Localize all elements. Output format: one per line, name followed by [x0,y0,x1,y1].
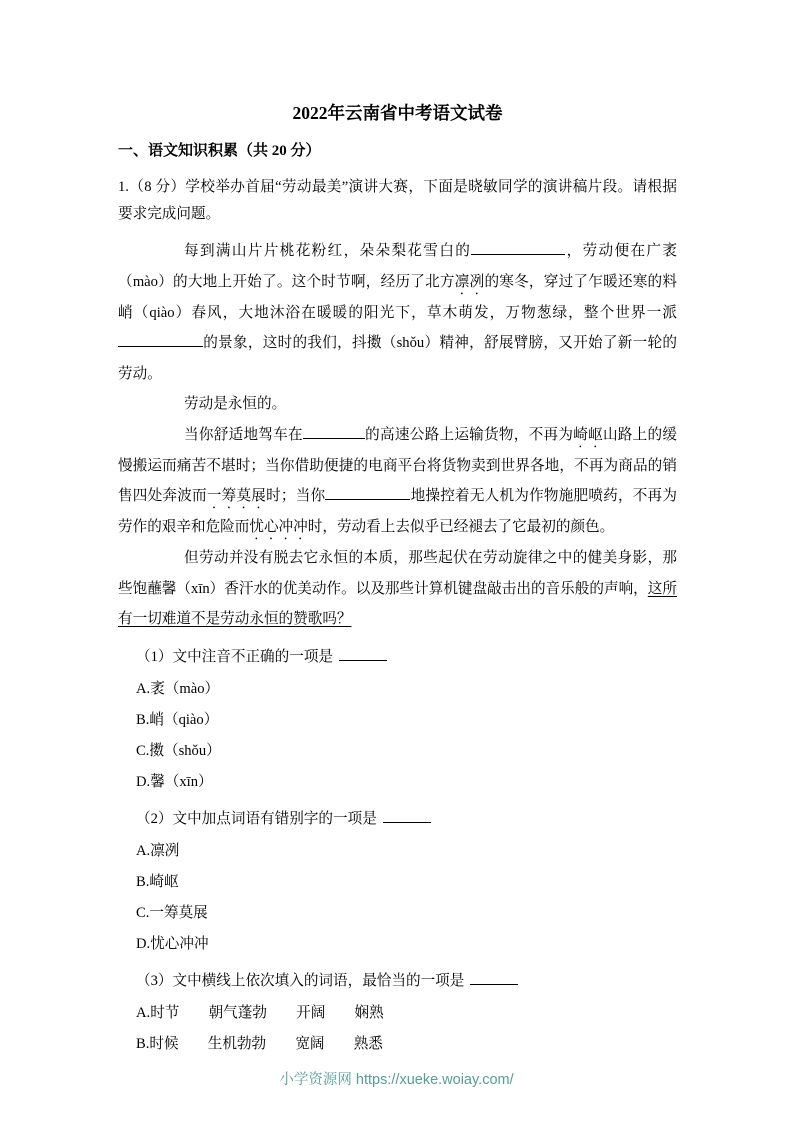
text-run: （2）文中加点词语有错别字的一项是 [136,810,377,827]
sub-question-2-stem [118,804,677,834]
emphasized-word: 凛冽 [454,273,485,290]
passage-paragraph-1 [118,236,677,389]
answer-blank [383,809,431,823]
emphasized-word: 忧心冲冲 [249,519,308,535]
passage-paragraph-2: 劳动是永恒的。 [184,396,287,412]
blank-line [471,241,565,255]
blank-line [303,425,365,439]
text-run: （3）文中横线上依次填入的词语，最恰当的一项是 [136,972,465,989]
sub-question-2-option-a: A.凛冽 [136,842,180,859]
sub-question-1-option-a: A.袤（mào） [136,680,220,697]
footer-site-name: 小学资源网 [279,1072,352,1088]
text-run: 地操控着无人机为作物施肥喷药，不再为劳作的艰辛和危险而 [118,488,677,535]
text-run: 山路上的缓慢搬运而痛苦不堪时；当你借助便捷的电商平台将货物卖到世界各地，不再为商品的销售四处奔波而 [118,426,677,504]
page-title: 2022年云南省中考语文试卷 [292,103,503,123]
sub-question-1-option-c: C.擞（shǒu） [136,742,221,759]
text-run: 的景象，这时的我们，抖擞（shǒu）精神，舒展臂膀，又开始了新一轮的劳动。 [118,335,677,382]
blank-line [325,486,410,500]
text-run: ，劳动便在广袤（mào）的大地上开始了。这个时节啊，经历了北方 [118,243,677,290]
emphasized-word: 一筹莫展 [206,488,267,504]
answer-blank [470,971,518,985]
sub-question-1-option-b: B.峭（qiào） [136,711,219,728]
question-1-intro: 1.（8 分）学校举办首届“劳动最美”演讲大赛，下面是晓敏同学的演讲稿片段。请根据要求完成问题。 [118,179,677,222]
footer-url-link[interactable]: https://xueke.woiay.com/ [355,1072,514,1088]
text-run: 当你舒适地驾车在 [184,426,303,443]
sub-question-1-option-d: D.馨（xīn） [136,773,213,790]
sub-question-2-option-d: D.忧心冲冲 [136,935,209,952]
sub-question-2-option-b: B.崎岖 [136,873,179,890]
sub-question-3-option-b: B.时候 生机勃勃 宽阔 熟悉 [136,1035,383,1052]
sub-question-3-option-a: A.时节 朝气蓬勃 开阔 娴熟 [136,1004,384,1021]
text-run: （1）文中注音不正确的一项是 [136,648,334,665]
sub-question-3-stem [118,966,677,996]
text-run: 时；当你 [266,488,326,504]
text-run: 时，劳动看上去似乎已经褪去了它最初的颜色。 [307,519,615,535]
sub-question-1-stem [118,642,677,672]
text-run: 每到满山片片桃花粉红，朵朵梨花雪白的 [184,243,472,259]
section-heading: 一、语文知识积累（共 20 分） [118,143,321,159]
answer-blank [339,647,387,661]
page-footer [0,1068,793,1089]
passage-paragraph-4 [118,543,677,635]
underlined-sentence: 这所有一切难道不是劳动永恒的赞歌吗？ [118,580,677,627]
text-run: 但劳动并没有脱去它永恒的本质，那些起伏在劳动旋律之中的健美身影，那些饱蘸馨（xīn）香汗水的优美动作。以及那些计算机键盘敲击出的音乐般的声响， [118,550,677,597]
text-run: 的高速公路上运输货物，不再为 [364,426,574,443]
blank-line [118,333,203,347]
text-run: 的寒冬，穿过了乍暖还寒的料峭（qiào）春风，大地沐浴在暖暖的阳光下，草木萌发，万物葱绿，整个世界一派 [118,273,677,321]
passage-paragraph-3 [118,420,677,544]
emphasized-word: 崎岖 [573,426,603,443]
sub-question-2-option-c: C.一筹莫展 [136,904,208,921]
